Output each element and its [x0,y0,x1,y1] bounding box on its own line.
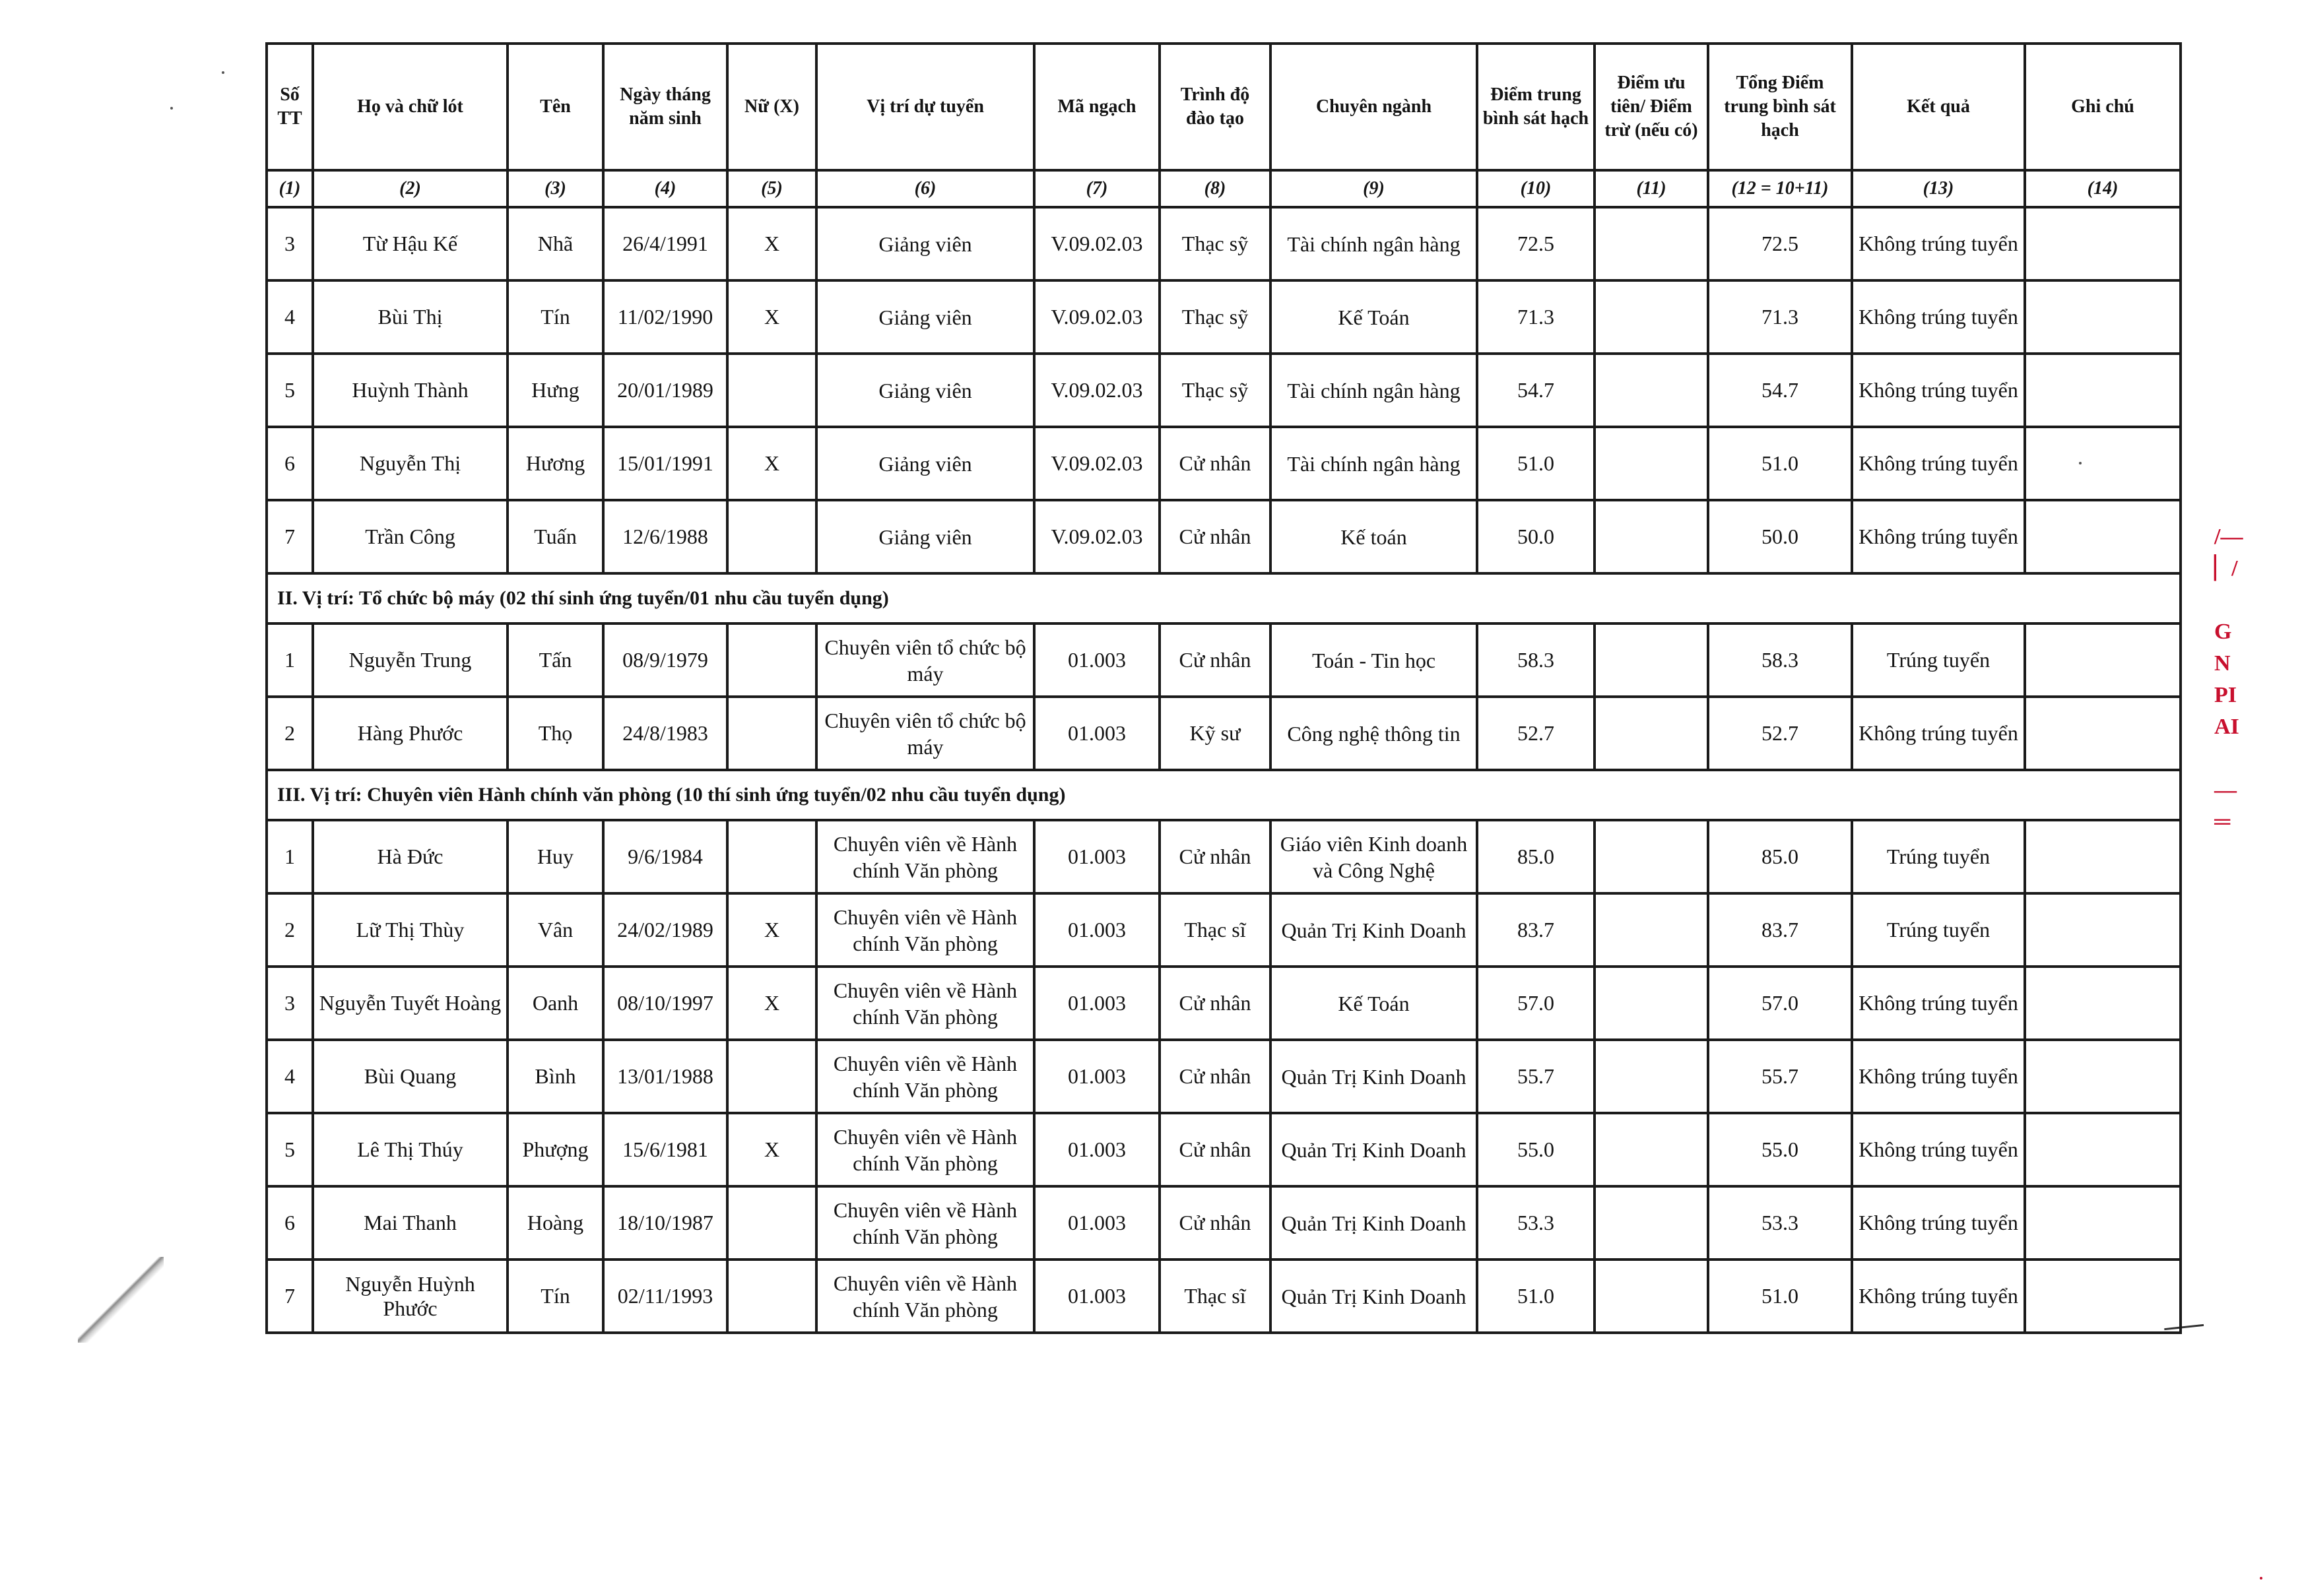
column-number-10: (10) [1477,170,1595,207]
table-row [267,1113,2181,1186]
cell-ket-qua: Không trúng tuyển [1852,1186,2025,1260]
cell-chuyen-nganh: Quản Trị Kinh Doanh [1270,1113,1477,1186]
cell-tong-diem: 83.7 [1708,893,1852,967]
cell-nu: X [727,1113,816,1186]
cell-ma-ngach: V.09.02.03 [1034,427,1160,500]
column-number-9: (9) [1270,170,1477,207]
section-title: II. Vị trí: Tổ chức bộ máy (02 thí sinh ứng tuyển/01 nhu cầu tuyển dụng) [267,573,2181,623]
cell-vi-tri: Chuyên viên về Hành chính Văn phòng [816,1260,1034,1333]
cell-ma-ngach: 01.003 [1034,893,1160,967]
folded-page-corner [78,1257,164,1343]
cell-vi-tri: Giảng viên [816,354,1034,427]
cell-ket-qua: Không trúng tuyển [1852,697,2025,770]
header-stt: Số TT [267,44,313,170]
cell-diem-uu-tien [1595,893,1708,967]
cell-chuyen-nganh: Quản Trị Kinh Doanh [1270,1040,1477,1113]
cell-chuyen-nganh: Quản Trị Kinh Doanh [1270,893,1477,967]
cell-ghi-chu [2025,1040,2181,1113]
section-title: III. Vị trí: Chuyên viên Hành chính văn phòng (10 thí sinh ứng tuyển/02 nhu cầu tuyển dụng) [267,770,2181,820]
cell-nu: X [727,207,816,280]
cell-chuyen-nganh: Tài chính ngân hàng [1270,354,1477,427]
cell-ho-chu-lot: Nguyễn Thị [313,427,508,500]
cell-chuyen-nganh: Quản Trị Kinh Doanh [1270,1186,1477,1260]
cell-ho-chu-lot: Bùi Quang [313,1040,508,1113]
cell-stt: 2 [267,893,313,967]
cell-ghi-chu [2025,354,2181,427]
cell-ngay-sinh: 02/11/1993 [603,1260,727,1333]
cell-chuyen-nganh: Tài chính ngân hàng [1270,207,1477,280]
cell-ghi-chu [2025,697,2181,770]
cell-nu: X [727,893,816,967]
cell-tong-diem: 55.7 [1708,1040,1852,1113]
cell-nu [727,1260,816,1333]
cell-ho-chu-lot: Bùi Thị [313,280,508,354]
cell-chuyen-nganh: Toán - Tin học [1270,623,1477,697]
cell-diem-tb: 85.0 [1477,820,1595,893]
cell-ten: Hoàng [508,1186,603,1260]
cell-stt: 1 [267,623,313,697]
cell-ngay-sinh: 9/6/1984 [603,820,727,893]
cell-diem-uu-tien [1595,820,1708,893]
cell-diem-tb: 57.0 [1477,967,1595,1040]
cell-ten: Thọ [508,697,603,770]
cell-stt: 6 [267,427,313,500]
header-ho-chu-lot: Họ và chữ lót [313,44,508,170]
cell-trinh-do: Cử nhân [1160,623,1270,697]
cell-chuyen-nganh: Quản Trị Kinh Doanh [1270,1260,1477,1333]
scan-speck [170,107,173,110]
column-number-11: (11) [1595,170,1708,207]
cell-stt: 4 [267,280,313,354]
cell-vi-tri: Chuyên viên tổ chức bộ máy [816,697,1034,770]
cell-stt: 3 [267,207,313,280]
cell-tong-diem: 50.0 [1708,500,1852,573]
cell-ho-chu-lot: Nguyễn Trung [313,623,508,697]
cell-chuyen-nganh: Kế Toán [1270,280,1477,354]
column-number-7: (7) [1034,170,1160,207]
column-number-1: (1) [267,170,313,207]
cell-ma-ngach: V.09.02.03 [1034,280,1160,354]
cell-ket-qua: Không trúng tuyển [1852,354,2025,427]
cell-ghi-chu [2025,1113,2181,1186]
cell-diem-tb: 52.7 [1477,697,1595,770]
table-row [267,697,2181,770]
cell-ghi-chu [2025,820,2181,893]
cell-nu [727,354,816,427]
cell-stt: 7 [267,1260,313,1333]
cell-ket-qua: Trúng tuyển [1852,893,2025,967]
cell-diem-tb: 54.7 [1477,354,1595,427]
header-nu: Nữ (X) [727,44,816,170]
table-row [267,354,2181,427]
table-row [267,820,2181,893]
cell-stt: 4 [267,1040,313,1113]
table-row [267,623,2181,697]
header-chuyen-nganh: Chuyên ngành [1270,44,1477,170]
cell-vi-tri: Chuyên viên về Hành chính Văn phòng [816,893,1034,967]
cell-diem-uu-tien [1595,280,1708,354]
cell-stt: 6 [267,1186,313,1260]
cell-ten: Oanh [508,967,603,1040]
header-tong-diem: Tổng Điểm trung bình sát hạch [1708,44,1852,170]
cell-trinh-do: Cử nhân [1160,1186,1270,1260]
cell-ket-qua: Không trúng tuyển [1852,500,2025,573]
cell-ngay-sinh: 08/9/1979 [603,623,727,697]
red-stamp-fragment: /— ▏/ G N PI AI — ═ [2214,525,2243,834]
cell-tong-diem: 52.7 [1708,697,1852,770]
header-ngay-sinh: Ngày tháng năm sinh [603,44,727,170]
cell-diem-tb: 72.5 [1477,207,1595,280]
column-number-4: (4) [603,170,727,207]
cell-ho-chu-lot: Lữ Thị Thùy [313,893,508,967]
cell-stt: 2 [267,697,313,770]
cell-ten: Hương [508,427,603,500]
scan-speck [2260,1577,2262,1580]
cell-ma-ngach: 01.003 [1034,820,1160,893]
cell-diem-uu-tien [1595,1260,1708,1333]
cell-ho-chu-lot: Hà Đức [313,820,508,893]
cell-tong-diem: 72.5 [1708,207,1852,280]
cell-diem-uu-tien [1595,1040,1708,1113]
cell-ten: Tấn [508,623,603,697]
column-number-3: (3) [508,170,603,207]
cell-ket-qua: Không trúng tuyển [1852,280,2025,354]
table-row [267,1040,2181,1113]
cell-ngay-sinh: 08/10/1997 [603,967,727,1040]
cell-trinh-do: Cử nhân [1160,1113,1270,1186]
cell-ghi-chu [2025,1260,2181,1333]
cell-chuyen-nganh: Giáo viên Kinh doanh và Công Nghệ [1270,820,1477,893]
cell-ho-chu-lot: Nguyễn Tuyết Hoàng [313,967,508,1040]
cell-chuyen-nganh: Kế Toán [1270,967,1477,1040]
cell-diem-uu-tien [1595,1113,1708,1186]
cell-ngay-sinh: 15/01/1991 [603,427,727,500]
cell-ma-ngach: 01.003 [1034,623,1160,697]
cell-ghi-chu [2025,623,2181,697]
cell-chuyen-nganh: Công nghệ thông tin [1270,697,1477,770]
cell-ngay-sinh: 15/6/1981 [603,1113,727,1186]
cell-ngay-sinh: 26/4/1991 [603,207,727,280]
cell-ten: Phượng [508,1113,603,1186]
cell-vi-tri: Chuyên viên về Hành chính Văn phòng [816,967,1034,1040]
cell-vi-tri: Giảng viên [816,207,1034,280]
header-diem-tb: Điểm trung bình sát hạch [1477,44,1595,170]
cell-stt: 7 [267,500,313,573]
cell-vi-tri: Chuyên viên về Hành chính Văn phòng [816,1113,1034,1186]
cell-ket-qua: Không trúng tuyển [1852,427,2025,500]
table-row [267,207,2181,280]
cell-nu [727,623,816,697]
cell-tong-diem: 51.0 [1708,1260,1852,1333]
header-diem-uu-tien: Điểm ưu tiên/ Điểm trừ (nếu có) [1595,44,1708,170]
cell-ma-ngach: V.09.02.03 [1034,500,1160,573]
cell-nu: X [727,280,816,354]
cell-trinh-do: Cử nhân [1160,820,1270,893]
cell-diem-tb: 58.3 [1477,623,1595,697]
cell-ngay-sinh: 12/6/1988 [603,500,727,573]
column-number-5: (5) [727,170,816,207]
cell-stt: 3 [267,967,313,1040]
cell-tong-diem: 58.3 [1708,623,1852,697]
section-row [267,770,2181,820]
results-table [265,42,2182,1334]
cell-ten: Bình [508,1040,603,1113]
cell-ngay-sinh: 24/02/1989 [603,893,727,967]
cell-ma-ngach: V.09.02.03 [1034,207,1160,280]
column-number-8: (8) [1160,170,1270,207]
table-row [267,427,2181,500]
column-number-6: (6) [816,170,1034,207]
cell-trinh-do: Cử nhân [1160,967,1270,1040]
cell-ten: Huy [508,820,603,893]
cell-ten: Tín [508,1260,603,1333]
cell-trinh-do: Cử nhân [1160,500,1270,573]
cell-diem-tb: 55.0 [1477,1113,1595,1186]
header-ten: Tên [508,44,603,170]
header-ghi-chu: Ghi chú [2025,44,2181,170]
cell-ho-chu-lot: Nguyễn Huỳnh Phước [313,1260,508,1333]
cell-ket-qua: Trúng tuyển [1852,820,2025,893]
cell-ghi-chu [2025,1186,2181,1260]
scan-speck [222,71,224,74]
cell-ten: Nhã [508,207,603,280]
cell-tong-diem: 51.0 [1708,427,1852,500]
cell-nu [727,697,816,770]
cell-ten: Tuấn [508,500,603,573]
cell-ghi-chu [2025,500,2181,573]
section-row [267,573,2181,623]
cell-trinh-do: Thạc sỹ [1160,354,1270,427]
cell-vi-tri: Giảng viên [816,427,1034,500]
cell-ket-qua: Trúng tuyển [1852,623,2025,697]
cell-ket-qua: Không trúng tuyển [1852,1260,2025,1333]
cell-ho-chu-lot: Mai Thanh [313,1186,508,1260]
cell-diem-uu-tien [1595,500,1708,573]
cell-diem-uu-tien [1595,623,1708,697]
cell-vi-tri: Chuyên viên tổ chức bộ máy [816,623,1034,697]
cell-chuyen-nganh: Kế toán [1270,500,1477,573]
cell-ngay-sinh: 13/01/1988 [603,1040,727,1113]
cell-diem-tb: 51.0 [1477,427,1595,500]
cell-trinh-do: Thạc sĩ [1160,893,1270,967]
cell-vi-tri: Chuyên viên về Hành chính Văn phòng [816,820,1034,893]
cell-diem-tb: 51.0 [1477,1260,1595,1333]
header-trinh-do: Trình độ đào tạo [1160,44,1270,170]
cell-ma-ngach: 01.003 [1034,967,1160,1040]
cell-diem-uu-tien [1595,1186,1708,1260]
cell-vi-tri: Chuyên viên về Hành chính Văn phòng [816,1040,1034,1113]
cell-tong-diem: 85.0 [1708,820,1852,893]
column-number-2: (2) [313,170,508,207]
cell-nu [727,500,816,573]
cell-ten: Vân [508,893,603,967]
cell-ma-ngach: 01.003 [1034,1260,1160,1333]
cell-tong-diem: 54.7 [1708,354,1852,427]
cell-ghi-chu [2025,893,2181,967]
cell-trinh-do: Thạc sỹ [1160,280,1270,354]
cell-nu [727,820,816,893]
cell-ket-qua: Không trúng tuyển [1852,967,2025,1040]
cell-diem-tb: 53.3 [1477,1186,1595,1260]
column-number-row [267,170,2181,207]
cell-vi-tri: Giảng viên [816,280,1034,354]
cell-ngay-sinh: 20/01/1989 [603,354,727,427]
table-row [267,1186,2181,1260]
header-ma-ngach: Mã ngạch [1034,44,1160,170]
cell-ma-ngach: 01.003 [1034,1186,1160,1260]
cell-stt: 1 [267,820,313,893]
cell-ho-chu-lot: Hàng Phước [313,697,508,770]
cell-trinh-do: Thạc sỹ [1160,207,1270,280]
cell-ten: Hưng [508,354,603,427]
cell-ma-ngach: 01.003 [1034,697,1160,770]
cell-ngay-sinh: 24/8/1983 [603,697,727,770]
header-ket-qua: Kết quả [1852,44,2025,170]
table-row [267,500,2181,573]
column-number-14: (14) [2025,170,2181,207]
cell-diem-tb: 83.7 [1477,893,1595,967]
cell-ket-qua: Không trúng tuyển [1852,1113,2025,1186]
cell-nu: X [727,427,816,500]
column-number-13: (13) [1852,170,2025,207]
cell-tong-diem: 71.3 [1708,280,1852,354]
cell-ghi-chu [2025,280,2181,354]
cell-ma-ngach: V.09.02.03 [1034,354,1160,427]
cell-tong-diem: 57.0 [1708,967,1852,1040]
header-row [267,44,2181,170]
cell-ghi-chu [2025,967,2181,1040]
cell-diem-uu-tien [1595,354,1708,427]
cell-nu [727,1186,816,1260]
cell-diem-uu-tien [1595,697,1708,770]
cell-ma-ngach: 01.003 [1034,1040,1160,1113]
cell-ho-chu-lot: Lê Thị Thúy [313,1113,508,1186]
cell-ho-chu-lot: Trần Công [313,500,508,573]
cell-ma-ngach: 01.003 [1034,1113,1160,1186]
cell-trinh-do: Thạc sĩ [1160,1260,1270,1333]
table-row [267,967,2181,1040]
cell-ho-chu-lot: Huỳnh Thành [313,354,508,427]
cell-chuyen-nganh: Tài chính ngân hàng [1270,427,1477,500]
cell-tong-diem: 55.0 [1708,1113,1852,1186]
cell-trinh-do: Cử nhân [1160,1040,1270,1113]
cell-nu: X [727,967,816,1040]
table-row [267,893,2181,967]
cell-stt: 5 [267,354,313,427]
cell-diem-uu-tien [1595,427,1708,500]
cell-tong-diem: 53.3 [1708,1186,1852,1260]
cell-ten: Tín [508,280,603,354]
cell-ho-chu-lot: Từ Hậu Kế [313,207,508,280]
cell-stt: 5 [267,1113,313,1186]
cell-diem-uu-tien [1595,967,1708,1040]
cell-diem-uu-tien [1595,207,1708,280]
cell-diem-tb: 55.7 [1477,1040,1595,1113]
cell-ngay-sinh: 18/10/1987 [603,1186,727,1260]
cell-vi-tri: Giảng viên [816,500,1034,573]
cell-nu [727,1040,816,1113]
cell-vi-tri: Chuyên viên về Hành chính Văn phòng [816,1186,1034,1260]
cell-diem-tb: 50.0 [1477,500,1595,573]
cell-trinh-do: Kỹ sư [1160,697,1270,770]
table-row [267,1260,2181,1333]
table-row [267,280,2181,354]
cell-diem-tb: 71.3 [1477,280,1595,354]
column-number-12: (12 = 10+11) [1708,170,1852,207]
cell-ket-qua: Không trúng tuyển [1852,1040,2025,1113]
cell-ket-qua: Không trúng tuyển [1852,207,2025,280]
cell-trinh-do: Cử nhân [1160,427,1270,500]
header-vi-tri: Vị trí dự tuyển [816,44,1034,170]
cell-ghi-chu [2025,427,2181,500]
cell-ngay-sinh: 11/02/1990 [603,280,727,354]
cell-ghi-chu [2025,207,2181,280]
